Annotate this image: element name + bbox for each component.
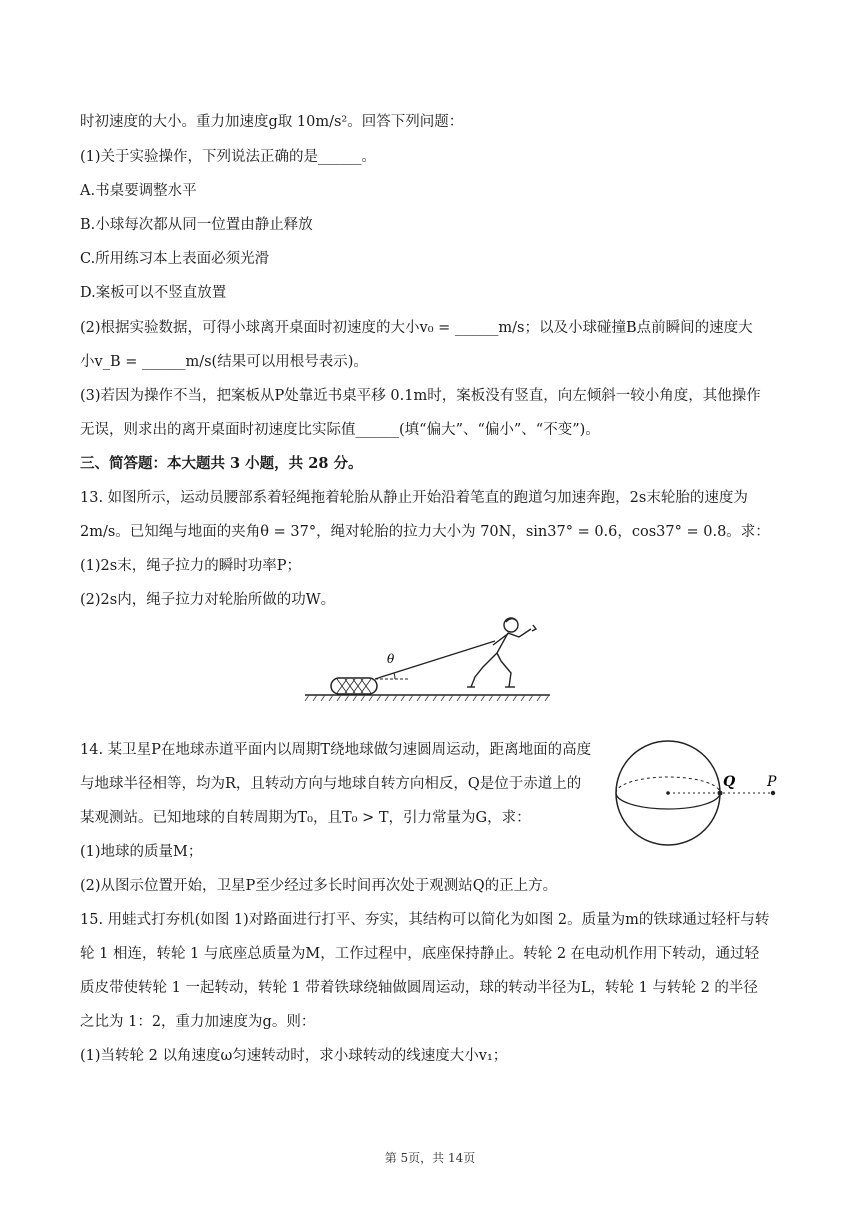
question-15-text-cont2: 质皮带使转轮 1 一起转动，转轮 1 带着铁球绕轴做圆周运动，球的转动半径为L，转轮 1 与转轮 2 的半径	[80, 980, 758, 996]
section-heading: 三、简答题：本大题共 3 小题，共 28 分。	[80, 455, 363, 472]
option-b: B.小球每次都从同一位置由静止释放	[80, 217, 313, 233]
page-footer: 第 5页，共 14页	[384, 1151, 476, 1165]
text-line: 时初速度的大小。重力加速度g取 10m/s²。回答下列问题：	[80, 114, 464, 130]
question-14-text: 14. 某卫星P在地球赤道平面内以周期T绕地球做匀速圆周运动，距离地面的高度	[80, 742, 592, 758]
label-p: P	[767, 774, 777, 790]
question-12-part-2: (2)根据实验数据，可得小球离开桌面时初速度的大小v₀ = ______m/s；以及小球碰撞B点前瞬间的速度大	[80, 320, 753, 336]
figure-runner-tire	[305, 615, 555, 705]
option-c: C.所用练习本上表面必须光滑	[80, 251, 270, 267]
angle-label: θ	[387, 652, 395, 666]
question-12-part-3-cont: 无误，则求出的离开桌面时初速度比实际值______(填“偏大”、“偏小”、“不变”)。	[80, 422, 600, 438]
question-15-text-cont3: 之比为 1：2，重力加速度为g。则：	[80, 1014, 316, 1030]
question-14-part-1: (1)地球的质量M；	[80, 844, 203, 860]
option-a: A.书桌要调整水平	[80, 183, 197, 199]
label-q: Q	[723, 774, 736, 790]
question-12-part-1: (1)关于实验操作，下列说法正确的是______。	[80, 149, 377, 165]
question-13-text: 13. 如图所示，运动员腰部系着轻绳拖着轮胎从静止开始沿着笔直的跑道匀加速奔跑，2s末轮胎的速度为	[80, 490, 748, 506]
question-12-part-3: (3)若因为操作不当，把案板从P处靠近书桌平移 0.1m时，案板没有竖直，向左倾斜一较小角度，其他操作	[80, 388, 761, 404]
runner-icon	[467, 618, 536, 687]
question-15-text-cont: 轮 1 相连，转轮 1 与底座总质量为M，工作过程中，底座保持静止。转轮 2 在电动机作用下转动，通过轻	[80, 946, 760, 962]
question-12-part-2-cont: 小v_B = ______m/s(结果可以用根号表示)。	[80, 354, 368, 370]
tire-icon	[331, 678, 377, 694]
question-15-part-1: (1)当转轮 2 以角速度ω匀速转动时，求小球转动的线速度大小v₁；	[80, 1048, 508, 1064]
question-13-part-2: (2)2s内，绳子拉力对轮胎所做的功W。	[80, 592, 336, 608]
question-14-text-cont: 与地球半径相等，均为R，且转动方向与地球自转方向相反，Q是位于赤道上的	[80, 776, 582, 792]
option-d: D.案板可以不竖直放置	[80, 285, 227, 301]
question-13-part-1: (1)2s末，绳子拉力的瞬时功率P；	[80, 558, 301, 574]
question-14-text-cont2: 某观测站。已知地球的自转周期为T₀，且T₀ > T，引力常量为G，求：	[80, 810, 531, 826]
question-14-part-2: (2)从图示位置开始，卫星P至少经过多长时间再次处于观测站Q的正上方。	[80, 878, 558, 894]
question-13-text-cont: 2m/s。已知绳与地面的夹角θ = 37°，绳对轮胎的拉力大小为 70N，sin37° = 0.6，cos37° = 0.8。求：	[80, 524, 770, 540]
figure-earth-satellite	[615, 723, 785, 863]
question-15-text: 15. 用蛙式打夯机(如图 1)对路面进行打平、夯实，其结构可以简化为如图 2。质量为m的铁球通过轻杆与转	[80, 912, 770, 928]
